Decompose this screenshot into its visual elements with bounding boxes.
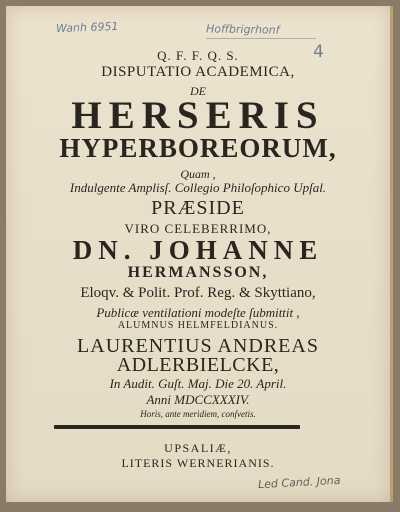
author-name-line2: ADLERBIELCKE, — [116, 354, 280, 376]
printer-rule — [54, 425, 300, 429]
imprint-printer: LITERIS WERNERIANIS. — [121, 456, 275, 470]
publicae-line: Publicæ ventilationi modeſte ſubmittit , — [96, 305, 300, 320]
quam-line: Quam , — [180, 167, 216, 181]
main-title-line2: HYPERBOREORUM, — [59, 133, 337, 163]
handwritten-underline — [206, 38, 316, 39]
invocation-abbrev: Q. F. F. Q. S. — [157, 48, 239, 63]
hours-line: Horis, ante meridiem, conſvetis. — [140, 409, 256, 419]
praeses-first-name: DN. JOHANNE — [72, 235, 324, 265]
imprint-city: UPSALIÆ, — [164, 441, 232, 455]
main-title-line1: HERSERIS — [71, 94, 325, 137]
de-line: DE — [190, 84, 206, 98]
handwritten-shelfmark: Wanh 6951 — [55, 19, 119, 36]
handwritten-annotation: Hoffbrigrhonf — [205, 22, 280, 37]
praeses-surname: HERMANSSON, — [127, 264, 269, 281]
year-line: Anni MDCCXXXIV. — [146, 392, 250, 407]
author-name-line1: LAURENTIUS ANDREAS — [77, 335, 319, 357]
praeside-heading: PRÆSIDE — [151, 197, 245, 219]
indulgente-line: Indulgente Amplisſ. Collegio Philoſophico Upſal. — [69, 180, 327, 195]
alumnus-line: ALUMNUS HELMFELDIANUS. — [117, 320, 279, 331]
handwritten-signature: Led Cand. Jona — [257, 473, 341, 492]
viro-line: VIRO CELEBERRIMO, — [124, 221, 272, 236]
date-place-line: In Audit. Guſt. Maj. Die 20. April. — [109, 376, 287, 391]
handwritten-number: 4 — [313, 42, 324, 62]
praeses-title: Eloqv. & Polit. Prof. Reg. & Skyttiano, — [80, 285, 316, 301]
disputation-heading: DISPUTATIO ACADEMICA, — [101, 64, 295, 80]
